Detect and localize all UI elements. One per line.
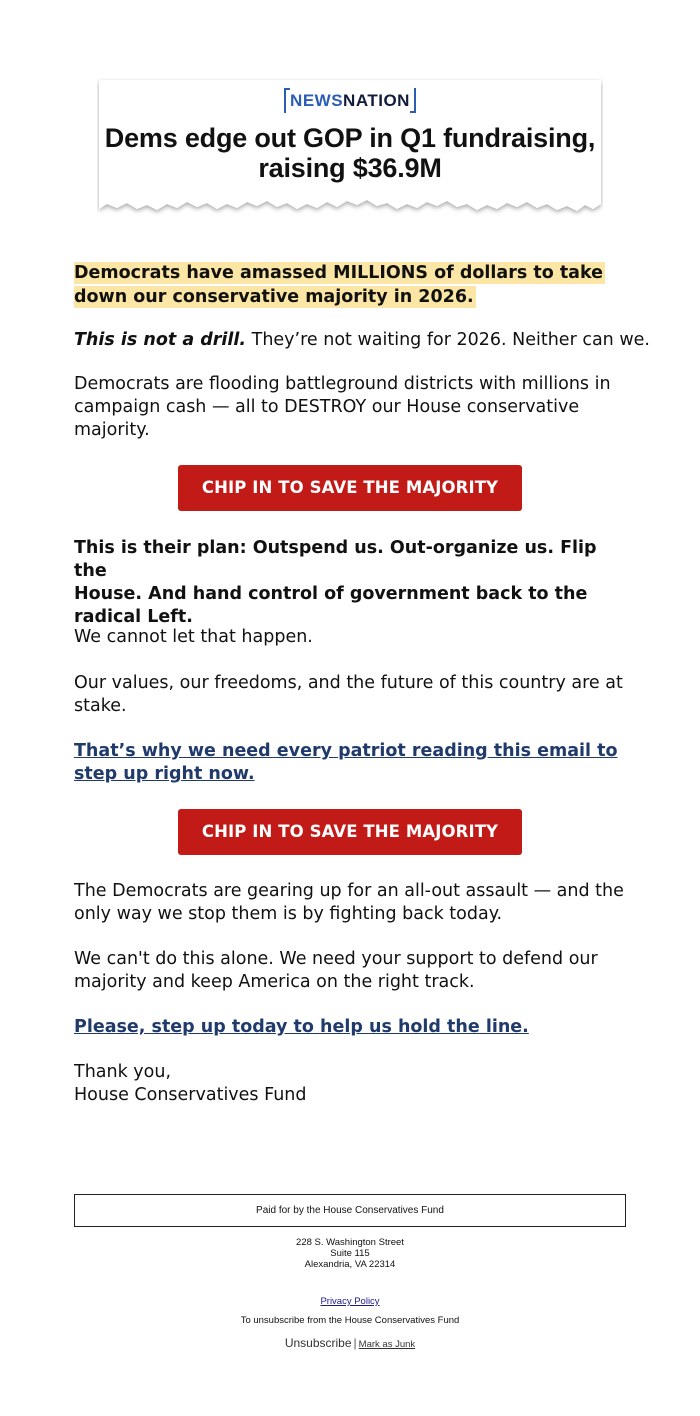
patriot-link[interactable] <box>74 740 618 786</box>
address-line3: Alexandria, VA 22314 <box>304 1259 396 1270</box>
flood-line3: majority. <box>74 420 150 440</box>
flood-line2: campaign cash — all to DESTROY our House conservative <box>74 397 580 417</box>
logo-nation-text: NATION <box>343 91 410 110</box>
drill-emphasis: This is not a drill. <box>74 330 247 350</box>
highlighted-intro <box>74 261 605 309</box>
flood-paragraph <box>74 373 611 442</box>
newsnation-logo <box>284 88 416 113</box>
plan-paragraph <box>74 537 626 629</box>
drill-rest: They’re not waiting for 2026. Neither can we. <box>246 330 650 350</box>
clipping-headline <box>97 123 603 183</box>
clipping-headline-line2: raising $36.9M <box>258 153 442 183</box>
values-line1: Our values, our freedoms, and the future of this country are at <box>74 673 623 693</box>
signoff <box>74 1061 307 1107</box>
alone-line2: majority and keep America on the right track. <box>74 972 475 992</box>
signature-text: House Conservatives Fund <box>74 1085 307 1105</box>
privacy-policy-row <box>74 1296 626 1308</box>
cannot-paragraph: We cannot let that happen. <box>74 627 313 647</box>
highlight-line2: down our conservative majority in 2026. <box>74 287 474 307</box>
plan-line3: radical Left. <box>74 607 193 627</box>
address-line1: 228 S. Washington Street <box>296 1237 404 1248</box>
unsubscribe-link[interactable]: Unsubscribe <box>284 1336 352 1350</box>
paid-for-disclaimer: Paid for by the House Conservatives Fund <box>74 1194 626 1227</box>
dems-line2: only way we stop them is by fighting back today. <box>74 904 503 924</box>
dems-paragraph <box>74 880 624 926</box>
drill-paragraph <box>74 329 650 352</box>
alone-line1: We can't do this alone. We need your support to defend our <box>74 949 598 969</box>
please-link[interactable]: Please, step up today to help us hold the line. <box>74 1017 529 1037</box>
mark-as-junk-link[interactable]: Mark as Junk <box>358 1339 416 1350</box>
plan-line2: House. And hand control of government back to the <box>74 584 588 604</box>
alone-paragraph <box>74 948 598 994</box>
highlight-line1: Democrats have amassed MILLIONS of dollars to take <box>74 263 604 283</box>
news-clipping-image <box>97 78 603 218</box>
chip-in-button-top[interactable]: CHIP IN TO SAVE THE MAJORITY <box>178 465 522 511</box>
plan-line1: This is their plan: Outspend us. Out-organize us. Flip the <box>74 538 597 581</box>
clipping-headline-line1: Dems edge out GOP in Q1 fundraising, <box>104 123 596 153</box>
values-paragraph <box>74 672 623 718</box>
mailing-address <box>74 1237 626 1270</box>
separator: | <box>353 1336 357 1350</box>
flood-line1: Democrats are flooding battleground districts with millions in <box>74 374 611 394</box>
dems-line1: The Democrats are gearing up for an all-out assault — and the <box>74 881 624 901</box>
privacy-policy-link[interactable]: Privacy Policy <box>320 1296 380 1307</box>
patriot-line2[interactable]: step up right now. <box>74 764 255 784</box>
values-line2: stake. <box>74 696 127 716</box>
address-line2: Suite 115 <box>330 1248 370 1259</box>
clipping-content <box>97 88 603 183</box>
chip-in-button-bottom[interactable]: CHIP IN TO SAVE THE MAJORITY <box>178 809 522 855</box>
logo-news-text: NEWS <box>290 91 344 110</box>
patriot-line1[interactable]: That’s why we need every patriot reading this email to <box>74 741 618 761</box>
unsubscribe-note: To unsubscribe from the House Conservatives Fund <box>240 1315 460 1326</box>
unsubscribe-row <box>74 1335 626 1353</box>
thanks-text: Thank you, <box>74 1062 172 1082</box>
